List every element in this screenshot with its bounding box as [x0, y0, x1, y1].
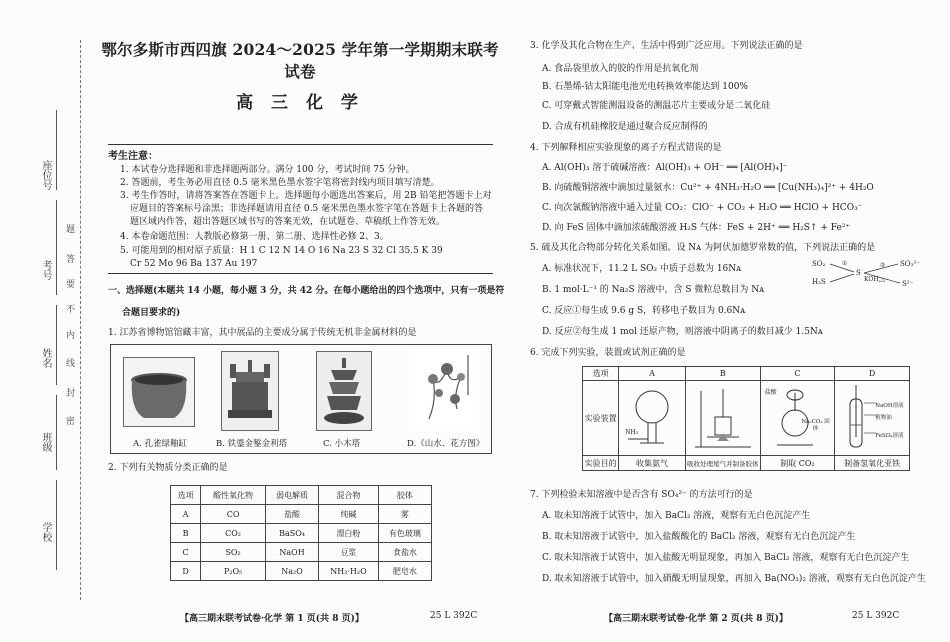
table-cell: P₂O₅	[201, 562, 266, 581]
question-6: 6. 完成下列实验，装置或试剂正确的是	[530, 348, 686, 358]
apparatus-a	[619, 381, 686, 456]
diag-koh: KOH,△	[864, 276, 885, 283]
question-2: 2. 下列有关物质分类正确的是	[108, 463, 228, 473]
notice-line: 5. 可能用到的相对原子质量：H 1 C 12 N 14 O 16 Na 23 S 32 Cl 35.5 K 39	[120, 246, 443, 256]
footer-text: 【高三期末联考试卷·化学 第 2 页(共 8 页)】	[604, 614, 788, 624]
table-cell: 制取 CO₂	[760, 456, 835, 471]
q4-option: B. 向硫酸铜溶液中滴加过量氨水：Cu²⁺ + 4NH₃·H₂O ══ [Cu(NH₃)₄]²⁺ + 4H₂O	[542, 183, 874, 193]
seal-char: 要	[66, 280, 76, 290]
diag-h2s: H₂S	[812, 278, 826, 286]
q4-option: A. Al(OH)₃ 溶于硫碱溶液：Al(OH)₃ + OH⁻ ══ [Al(OH)₄]⁻	[542, 163, 788, 173]
label-nh3: NH₃	[625, 429, 639, 436]
seal-char: 答	[66, 255, 76, 265]
section-heading: 一、选择题(本题共 14 小题，每小题 3 分，共 42 分。在每小题给出的四个选项中，只有一项是符	[108, 286, 505, 296]
table-cell: 吸收处理尾气并制备胶体	[685, 456, 760, 471]
notice-line: 3. 考生作答时，请将答案答在答题卡上。选择题每小题选出答案后，用 2B 铅笔把答题卡上对	[120, 191, 492, 201]
table-cell: BaSO₄	[265, 524, 318, 543]
table-row	[171, 505, 432, 524]
footer-text: 【高三期末联考试卷·化学 第 1 页(共 8 页)】	[180, 614, 364, 624]
painting-photo	[409, 349, 479, 431]
table-cell: 雾	[378, 505, 431, 524]
wood-tower-photo	[316, 351, 372, 431]
apparatus-b	[685, 381, 760, 456]
jar-photo	[123, 357, 195, 427]
table-row	[583, 381, 910, 456]
q5-diagram	[812, 258, 922, 298]
table-cell: B	[171, 524, 201, 543]
q1-images-frame	[110, 344, 492, 454]
seal-char: 密	[66, 417, 76, 427]
seal-dotted-line	[80, 40, 81, 600]
diag-so2: SO₂	[812, 260, 826, 268]
table-header-cell: D	[835, 367, 910, 381]
q7-option: C. 取未知溶液于试管中，加入盐酸无明显现象，再加入 BaCl₂ 溶液，观察有无白色沉淀产生	[542, 553, 910, 563]
table-cell: 制备氢氧化亚铁	[835, 456, 910, 471]
seal-char: 线	[66, 359, 76, 369]
section-heading-cont: 合题目要求的)	[122, 308, 181, 318]
table-header-cell: 酸性氧化物	[201, 486, 266, 505]
exam-title: 鄂尔多斯市西四旗 2024～2025 学年第一学期期末联考试卷	[101, 40, 499, 81]
notice-line: 2. 答题前，考生务必用直径 0.5 毫米黑色墨水签字笔将密封线内项目填写清楚。	[120, 178, 440, 188]
q1-option-c: C. 小木塔	[323, 439, 361, 449]
table-row	[171, 543, 432, 562]
table-row	[583, 456, 910, 471]
diag-so3: SO₃²⁻	[900, 260, 920, 268]
name-blank	[56, 305, 57, 385]
subject-title: 高 三 化 学	[236, 93, 364, 113]
q3-option: A. 食品袋里放入的胶的作用是抗氧化剂	[542, 64, 699, 74]
notice-line: 题区域内作答，超出答题区域书写的答案无效，在试题卷、草稿纸上作答无效。	[130, 217, 446, 227]
q1-option-b: B. 铁鎏金錾金利塔	[216, 439, 288, 449]
notice-line: 4. 本卷命题范围：人教版必修第一册、第二册、选择性必修 2、3。	[120, 232, 389, 242]
seal-char: 不	[66, 305, 76, 315]
notice-line: 1. 本试卷分选择题和非选择题两部分。满分 100 分，考试时间 75 分钟。	[120, 165, 415, 175]
notice-line: Cr 52 Mo 96 Ba 137 Au 197	[130, 259, 258, 269]
table-header-cell: B	[685, 367, 760, 381]
table-cell: 豆浆	[319, 543, 379, 562]
apparatus-c	[760, 381, 835, 456]
label-oil: 植物油	[875, 415, 892, 421]
table-header-cell: 选项	[171, 486, 201, 505]
q3-option: D. 合成有机硅橡胶是通过聚合反应制得的	[542, 122, 708, 132]
table-header-cell: 弱电解质	[265, 486, 318, 505]
table-cell: 漂白粉	[319, 524, 379, 543]
page-footer	[604, 611, 788, 624]
page-2	[522, 0, 932, 642]
school-label: 学校	[40, 522, 51, 542]
table-row	[171, 524, 432, 543]
seat-blank	[56, 110, 57, 190]
table-header-cell: A	[619, 367, 686, 381]
q4-option: D. 向 FeS 固体中滴加浓硫酸溶液 H₂S 气体：FeS + 2H⁺ ══ H₂S↑ + Fe²⁺	[542, 223, 851, 233]
notice-line: 应题目的答案标号涂黑；非选择题请用直径 0.5 毫米黑色墨水签字笔在答题卡上各题的答	[130, 204, 484, 214]
question-7: 7. 下列检验未知溶液中是否含有 SO₄²⁻ 的方法可行的是	[530, 490, 753, 500]
table-cell: 纯碱	[319, 505, 379, 524]
diag-r1: ①	[842, 260, 848, 267]
q1-option-d: D.《山水、花方图》	[407, 439, 485, 449]
q5-option: C. 反应①每生成 9.6 g S，转移电子数目为 0.6Nᴀ	[542, 306, 746, 316]
diag-r2: ②	[880, 262, 886, 269]
table-cell: A	[171, 505, 201, 524]
label-na2co3: Na₂CO₃ 固体	[801, 419, 830, 432]
table-cell: 肥皂水	[378, 562, 431, 581]
seat-label: 座位号	[40, 160, 51, 190]
footer-code: 25 L 392C	[852, 611, 900, 621]
q5-option: B. 1 mol·L⁻¹ 的 Na₂S 溶液中，含 S 微粒总数目为 Nᴀ	[542, 285, 765, 295]
table-header-row	[171, 486, 432, 505]
divider	[108, 273, 493, 274]
page-code	[852, 611, 899, 621]
table-cell: Na₂O	[265, 562, 318, 581]
divider	[108, 144, 493, 145]
q1-option-a: A. 孔雀绿釉缸	[133, 439, 188, 449]
seal-char: 内	[66, 331, 76, 341]
page-code	[430, 611, 477, 621]
table-cell: CO₂	[201, 524, 266, 543]
table-cell: D	[171, 562, 201, 581]
table-header-cell: C	[760, 367, 835, 381]
table-cell: 实验装置	[583, 381, 619, 456]
pagoda-photo	[221, 351, 279, 431]
table-header-row	[583, 367, 910, 381]
question-5: 5. 硫及其化合物部分转化关系如图。设 Nᴀ 为阿伏加德罗常数的值，下列说法正确的是	[530, 243, 876, 253]
table-cell: C	[171, 543, 201, 562]
notice-heading: 考生注意：	[108, 151, 158, 162]
q7-option: D. 取未知溶液于试管中，加入硝酸无明显现象，再加入 Ba(NO₃)₂ 溶液，观察有无白色沉淀产生	[542, 574, 926, 584]
question-4: 4. 下列解释相应实验现象的离子方程式错误的是	[530, 143, 722, 153]
exam-no-blank	[56, 200, 57, 295]
seal-char: 题	[66, 225, 76, 235]
label-hcl: 盐酸	[764, 389, 777, 396]
school-blank	[56, 480, 57, 570]
question-3: 3. 化学及其化合物在生产、生活中得到广泛应用。下列说法正确的是	[530, 41, 803, 51]
binding-strip	[0, 0, 92, 642]
q7-option: B. 取未知溶液于试管中，加入盐酸酸化的 BaCl₂ 溶液，观察有无白色沉淀产生	[542, 532, 856, 542]
table-header-cell: 混合物	[319, 486, 379, 505]
diag-arrows	[812, 258, 922, 298]
table-cell: 实验目的	[583, 456, 619, 471]
class-label: 班级	[40, 432, 51, 452]
table-cell: 盐酸	[265, 505, 318, 524]
table-row	[171, 562, 432, 581]
q3-option: B. 石墨烯-钴太阳能电池光电转换效率能达到 100%	[542, 82, 748, 92]
q5-option: D. 反应②每生成 1 mol 还原产物，则溶液中阴离子的数目减少 1.5Nᴀ	[542, 327, 823, 337]
table-header-cell: 选项	[583, 367, 619, 381]
diag-s2: S²⁻	[902, 280, 914, 288]
label-naoh: NaOH溶液	[875, 403, 904, 409]
page-footer	[180, 611, 364, 624]
page-1	[100, 0, 505, 642]
table-cell: SO₂	[201, 543, 266, 562]
q2-table	[170, 485, 432, 581]
table-cell: 收集氨气	[619, 456, 686, 471]
table-header-cell: 胶体	[378, 486, 431, 505]
table-cell: NH₃·H₂O	[319, 562, 379, 581]
seal-char: 封	[66, 389, 76, 399]
question-1: 1. 江苏省博物馆馆藏丰富，其中展品的主要成分属于传统无机非金属材料的是	[108, 328, 417, 338]
table-cell: NaOH	[265, 543, 318, 562]
apparatus-d	[835, 381, 910, 456]
exam-no-label: 考号	[40, 260, 51, 280]
q3-option: C. 可穿戴式智能测温设备的测温芯片主要成分是二氧化硅	[542, 101, 771, 111]
q4-option: C. 向次氯酸钠溶液中通入过量 CO₂：ClO⁻ + CO₂ + H₂O ══ HClO + HCO₃⁻	[542, 203, 863, 213]
name-label: 姓名	[40, 348, 51, 368]
q6-table	[582, 366, 910, 471]
q7-option: A. 取未知溶液于试管中，加入 BaCl₂ 溶液，观察有无白色沉淀产生	[542, 511, 811, 521]
diag-s: S	[856, 269, 861, 277]
class-blank	[56, 395, 57, 470]
label-feso4: FeSO₄溶液	[875, 433, 904, 439]
table-cell: 有色玻璃	[378, 524, 431, 543]
table-cell: 食盐水	[378, 543, 431, 562]
footer-code: 25 L 392C	[430, 611, 478, 621]
q5-option: A. 标准状况下，11.2 L SO₂ 中质子总数为 16Nᴀ	[542, 264, 742, 274]
table-cell: CO	[201, 505, 266, 524]
